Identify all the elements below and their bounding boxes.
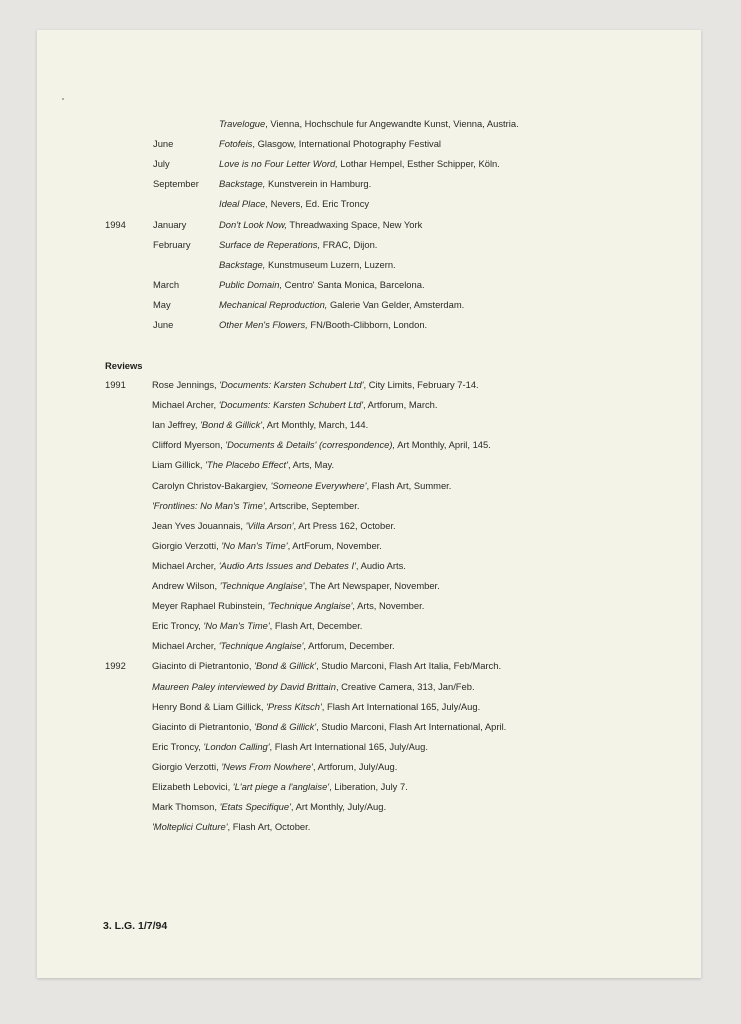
review-entry (152, 700, 480, 714)
entry-year: 1994 (105, 219, 126, 230)
review-author: Giacinto di Pietrantonio, (152, 660, 255, 671)
review-title: 'Frontlines: No Man's Time' (152, 500, 265, 511)
review-entry (152, 499, 359, 513)
review-title: 'Etats Specifique' (219, 801, 291, 812)
entry-month: July (153, 158, 170, 169)
review-details: , Arts, May. (287, 459, 335, 470)
review-author: Meyer Raphael Rubinstein, (152, 600, 268, 611)
review-author: Carolyn Christov-Bakargiev, (152, 480, 271, 491)
entry-month: February (153, 239, 191, 250)
review-title: 'News From Nowhere' (221, 761, 313, 772)
review-details: , Audio Arts. (355, 560, 406, 571)
review-title: 'Documents & Details' (correspondence), (225, 439, 396, 450)
review-entry (152, 378, 479, 392)
review-details: , Artforum, July/Aug. (312, 761, 398, 772)
review-details: , Flash Art, December. (269, 620, 363, 631)
exhibition-details: Nevers, Ed. Eric Troncy (268, 198, 370, 209)
review-title: 'The Placebo Effect' (205, 459, 288, 470)
review-details: , Studio Marconi, Flash Art International, April. (316, 721, 507, 732)
exhibition-entry (219, 238, 377, 252)
review-entry (152, 720, 506, 734)
entry-month: June (153, 319, 174, 330)
review-author: Henry Bond & Liam Gillick, (152, 701, 267, 712)
exhibition-entry (219, 137, 441, 151)
exhibition-title: Backstage, (219, 178, 266, 189)
exhibition-entry (219, 197, 369, 211)
exhibition-title: Fotofeis (219, 138, 253, 149)
exhibition-title: Public Domain, (219, 279, 283, 290)
review-title: 'London Calling' (203, 741, 270, 752)
review-details: , ArtForum, November. (287, 540, 382, 551)
review-entry (152, 659, 501, 673)
exhibition-entry (219, 117, 519, 131)
exhibition-details: FRAC, Dijon. (320, 239, 378, 250)
review-details: , City Limits, February 7-14. (363, 379, 479, 390)
review-author: Giacinto di Pietrantonio, (152, 721, 255, 732)
review-entry (152, 619, 362, 633)
review-title: 'Press Kitsch' (266, 701, 322, 712)
review-title: 'Molteplici Culture' (152, 821, 228, 832)
review-title: 'Documents: Karsten Schubert Ltd' (219, 379, 364, 390)
paper-speck (62, 98, 64, 100)
review-author: Eric Troncy, (152, 741, 204, 752)
review-details: , Flash Art, Summer. (366, 480, 452, 491)
entry-month: January (153, 219, 187, 230)
review-entry (152, 458, 334, 472)
review-author: Michael Archer, (152, 640, 219, 651)
review-details: , The Art Newspaper, November. (304, 580, 440, 591)
review-entry (152, 680, 475, 694)
document-page (37, 30, 701, 978)
review-title: 'Bond & Gillick' (200, 419, 263, 430)
review-author: Mark Thomson, (152, 801, 220, 812)
exhibition-entry (219, 258, 396, 272)
review-entry (152, 479, 451, 493)
exhibition-title: Don't Look Now, (219, 219, 287, 230)
review-details: , Artscribe, September. (264, 500, 360, 511)
review-details: , Arts, November. (352, 600, 425, 611)
review-entry (152, 418, 368, 432)
review-entry (152, 398, 437, 412)
review-author: Ian Jeffrey, (152, 419, 201, 430)
review-entry (152, 519, 396, 533)
entry-month: September (153, 178, 199, 189)
exhibition-title: Mechanical Reproduction, (219, 299, 328, 310)
review-details: , Artforum, March. (362, 399, 438, 410)
exhibition-entry (219, 177, 371, 191)
review-title: 'Technique Anglaise' (219, 580, 305, 591)
entry-month: March (153, 279, 180, 290)
review-details: , Flash Art International 165, July/Aug. (321, 701, 481, 712)
review-entry (152, 740, 428, 754)
review-details: , Studio Marconi, Flash Art Italia, Feb/March. (316, 660, 502, 671)
review-author: Giorgio Verzotti, (152, 761, 222, 772)
review-title: 'Technique Anglaise' (267, 600, 353, 611)
review-author: Giorgio Verzotti, (152, 540, 222, 551)
exhibition-title: Travelogue (219, 118, 266, 129)
exhibition-entry (219, 278, 425, 292)
review-details: , Art Monthly, July/Aug. (290, 801, 387, 812)
review-author: Andrew Wilson, (152, 580, 220, 591)
exhibition-title: Love is no Four Letter Word, (219, 158, 338, 169)
review-entry (152, 639, 395, 653)
review-title: 'Villa Arson' (245, 520, 294, 531)
exhibition-title: Other Men's Flowers, (219, 319, 308, 330)
review-year: 1991 (105, 379, 126, 390)
exhibition-details: , Vienna, Hochschule fur Angewandte Kunst, Vienna, Austria. (265, 118, 519, 129)
review-entry (152, 760, 397, 774)
exhibition-entry (219, 298, 464, 312)
review-title: 'Bond & Gillick' (254, 660, 317, 671)
exhibition-title: Surface de Reperations, (219, 239, 321, 250)
review-entry (152, 820, 310, 834)
review-author: Rose Jennings, (152, 379, 220, 390)
review-title: 'L'art piege a l'anglaise' (232, 781, 330, 792)
review-year: 1992 (105, 660, 126, 671)
exhibition-title: Ideal Place, (219, 198, 268, 209)
review-title: 'No Man's Time' (203, 620, 270, 631)
review-title: 'Bond & Gillick' (254, 721, 317, 732)
review-entry (152, 539, 382, 553)
exhibition-entry (219, 218, 422, 232)
exhibition-entry (219, 157, 500, 171)
review-author: Michael Archer, (152, 560, 219, 571)
page-footer: 3. L.G. 1/7/94 (103, 920, 168, 932)
entry-month: June (153, 138, 174, 149)
exhibition-details: Centro' Santa Monica, Barcelona. (282, 279, 425, 290)
exhibition-details: FN/Booth-Clibborn, London. (307, 319, 428, 330)
review-details: , Flash Art International 165, July/Aug. (269, 741, 428, 752)
exhibition-details: Kunstmuseum Luzern, Luzern. (265, 259, 396, 270)
review-entry (152, 579, 440, 593)
review-entry (152, 780, 408, 794)
exhibition-details: Kunstverein in Hamburg. (265, 178, 372, 189)
review-entry (152, 800, 386, 814)
exhibition-title: Backstage, (219, 259, 266, 270)
review-title: 'No Man's Time' (221, 540, 288, 551)
review-title: 'Someone Everywhere' (270, 480, 367, 491)
review-details: , Artforum, December. (303, 640, 395, 651)
review-author: Liam Gillick, (152, 459, 206, 470)
review-entry (152, 438, 491, 452)
review-author: Jean Yves Jouannais, (152, 520, 246, 531)
review-author: Eric Troncy, (152, 620, 204, 631)
review-author: Michael Archer, (152, 399, 219, 410)
review-author: Elizabeth Lebovici, (152, 781, 233, 792)
entry-month: May (153, 299, 171, 310)
exhibition-details: , Glasgow, International Photography Festival (252, 138, 442, 149)
review-details: , Liberation, July 7. (329, 781, 408, 792)
review-details: , Art Press 162, October. (293, 520, 396, 531)
exhibition-entry (219, 318, 427, 332)
review-title: Maureen Paley interviewed by David Brittain (152, 681, 336, 692)
review-details: Art Monthly, April, 145. (395, 439, 491, 450)
review-details: , Creative Camera, 313, Jan/Feb. (335, 681, 475, 692)
reviews-heading: Reviews (105, 360, 143, 371)
review-title: 'Documents: Karsten Schubert Ltd' (218, 399, 363, 410)
exhibition-details: Threadwaxing Space, New York (286, 219, 423, 230)
exhibition-details: Galerie Van Gelder, Amsterdam. (327, 299, 465, 310)
review-title: 'Technique Anglaise' (218, 640, 304, 651)
review-entry (152, 559, 406, 573)
exhibition-details: Lothar Hempel, Esther Schipper, Köln. (337, 158, 500, 169)
review-details: , Art Monthly, March, 144. (262, 419, 369, 430)
review-details: , Flash Art, October. (227, 821, 311, 832)
review-title: 'Audio Arts Issues and Debates I' (218, 560, 356, 571)
review-entry (152, 599, 424, 613)
review-author: Clifford Myerson, (152, 439, 226, 450)
